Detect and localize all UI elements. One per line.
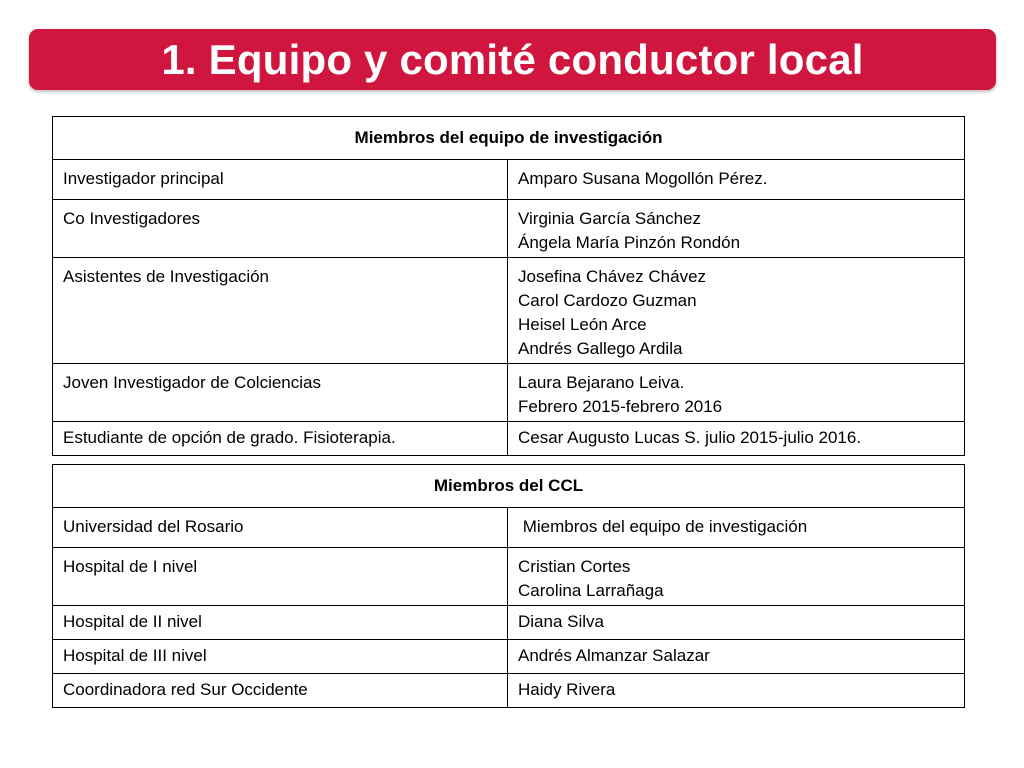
role-cell: Estudiante de opción de grado. Fisioterapia. xyxy=(53,422,508,456)
role-cell: Co Investigadores xyxy=(53,200,508,258)
table-row xyxy=(53,422,965,456)
institution-cell: Hospital de III nivel xyxy=(53,640,508,674)
member-name: Andrés Almanzar Salazar xyxy=(518,646,710,665)
member-name: Josefina Chávez Chávez xyxy=(518,267,707,286)
member-name: Cristian Cortes xyxy=(518,557,631,576)
slide-title: 1. Equipo y comité conductor local xyxy=(161,35,864,83)
team-table xyxy=(52,116,965,456)
institution-cell: Hospital de I nivel xyxy=(53,548,508,606)
members-cell xyxy=(508,606,965,640)
members-cell xyxy=(508,364,965,422)
table-row xyxy=(53,548,965,606)
member-name: Ángela María Pinzón Rondón xyxy=(518,233,741,252)
members-cell xyxy=(508,640,965,674)
member-name: Cesar Augusto Lucas S. julio 2015-julio 2016. xyxy=(518,428,862,447)
member-name: Haidy Rivera xyxy=(518,680,616,699)
member-name: Andrés Gallego Ardila xyxy=(518,339,683,358)
members-cell xyxy=(508,258,965,364)
ccl-table xyxy=(52,464,965,708)
role-cell: Joven Investigador de Colciencias xyxy=(53,364,508,422)
members-cell xyxy=(508,422,965,456)
member-name: Laura Bejarano Leiva. xyxy=(518,373,685,392)
members-cell xyxy=(508,548,965,606)
ccl-table-header: Miembros del CCL xyxy=(53,465,965,508)
team-table-header: Miembros del equipo de investigación xyxy=(53,117,965,160)
institution-cell: Coordinadora red Sur Occidente xyxy=(53,674,508,708)
table-row xyxy=(53,640,965,674)
members-cell xyxy=(508,160,965,200)
table-row xyxy=(53,508,965,548)
member-period: Febrero 2015-febrero 2016 xyxy=(518,397,723,416)
table-row xyxy=(53,674,965,708)
members-cell xyxy=(508,508,965,548)
ccl-table-header-row xyxy=(53,465,965,508)
team-table-header-row xyxy=(53,117,965,160)
members-cell xyxy=(508,674,965,708)
institution-cell: Hospital de II nivel xyxy=(53,606,508,640)
member-name: Diana Silva xyxy=(518,612,604,631)
member-name: Amparo Susana Mogollón Pérez. xyxy=(518,169,768,188)
role-cell: Investigador principal xyxy=(53,160,508,200)
member-name: Heisel León Arce xyxy=(518,315,647,334)
table-row xyxy=(53,200,965,258)
title-banner xyxy=(29,29,996,90)
table-row xyxy=(53,364,965,422)
institution-cell: Universidad del Rosario xyxy=(53,508,508,548)
table-row xyxy=(53,258,965,364)
member-name: Virginia García Sánchez xyxy=(518,209,702,228)
role-cell: Asistentes de Investigación xyxy=(53,258,508,364)
member-name: Carol Cardozo Guzman xyxy=(518,291,697,310)
member-name: Carolina Larrañaga xyxy=(518,581,664,600)
member-name: Miembros del equipo de investigación xyxy=(518,517,808,536)
table-row xyxy=(53,160,965,200)
members-cell xyxy=(508,200,965,258)
table-row xyxy=(53,606,965,640)
